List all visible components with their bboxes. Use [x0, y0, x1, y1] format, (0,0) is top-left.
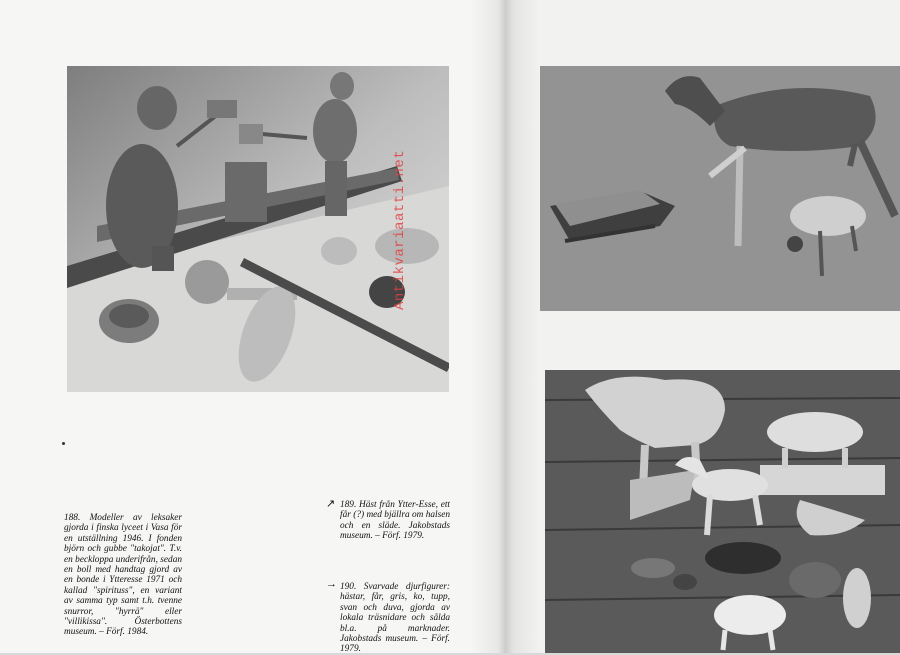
caption-189 — [326, 500, 450, 542]
caption-190 — [326, 582, 450, 655]
photo-190-animal-figures — [545, 370, 900, 653]
arrow-up-right-icon: ↗ — [326, 498, 336, 510]
caption-188-text: 188. Modeller av leksaker gjorda i finska lyceet i Vasa för en utställning 1946. I fonden björn och gubbe "takojat". T.v. en beckloppa underifrån, sedan en boll med handtag gjord av en bonde i Ytteresse 1971 och kallad "spirituss", en variant av samma typ samt t.h. tvenne snurror, "hyrrä" eller "villikissa". Österbottens museum. – Förf. 1984. — [64, 513, 182, 638]
photo-189-horse-sheep-sledge — [540, 66, 900, 311]
caption-190-text: 190. Svarvade djurfigurer: hästar, får, gris, ko, tupp, svan och duva, gjorda av lokala träsnidare och sålda bl.a. på marknader. Jakobstads museum. – Förf. 1979. — [340, 582, 450, 655]
watermark-text: Antikvariaatti.net — [392, 149, 408, 310]
caption-189-text: 189. Häst från Ytter-Esse, ett får (?) med bjällra om halsen och en släde. Jakobstads museum. – Förf. 1979. — [340, 500, 450, 542]
arrow-right-icon: → — [326, 578, 337, 590]
stray-mark — [62, 442, 65, 445]
caption-188 — [64, 513, 182, 638]
book-gutter — [470, 0, 540, 653]
